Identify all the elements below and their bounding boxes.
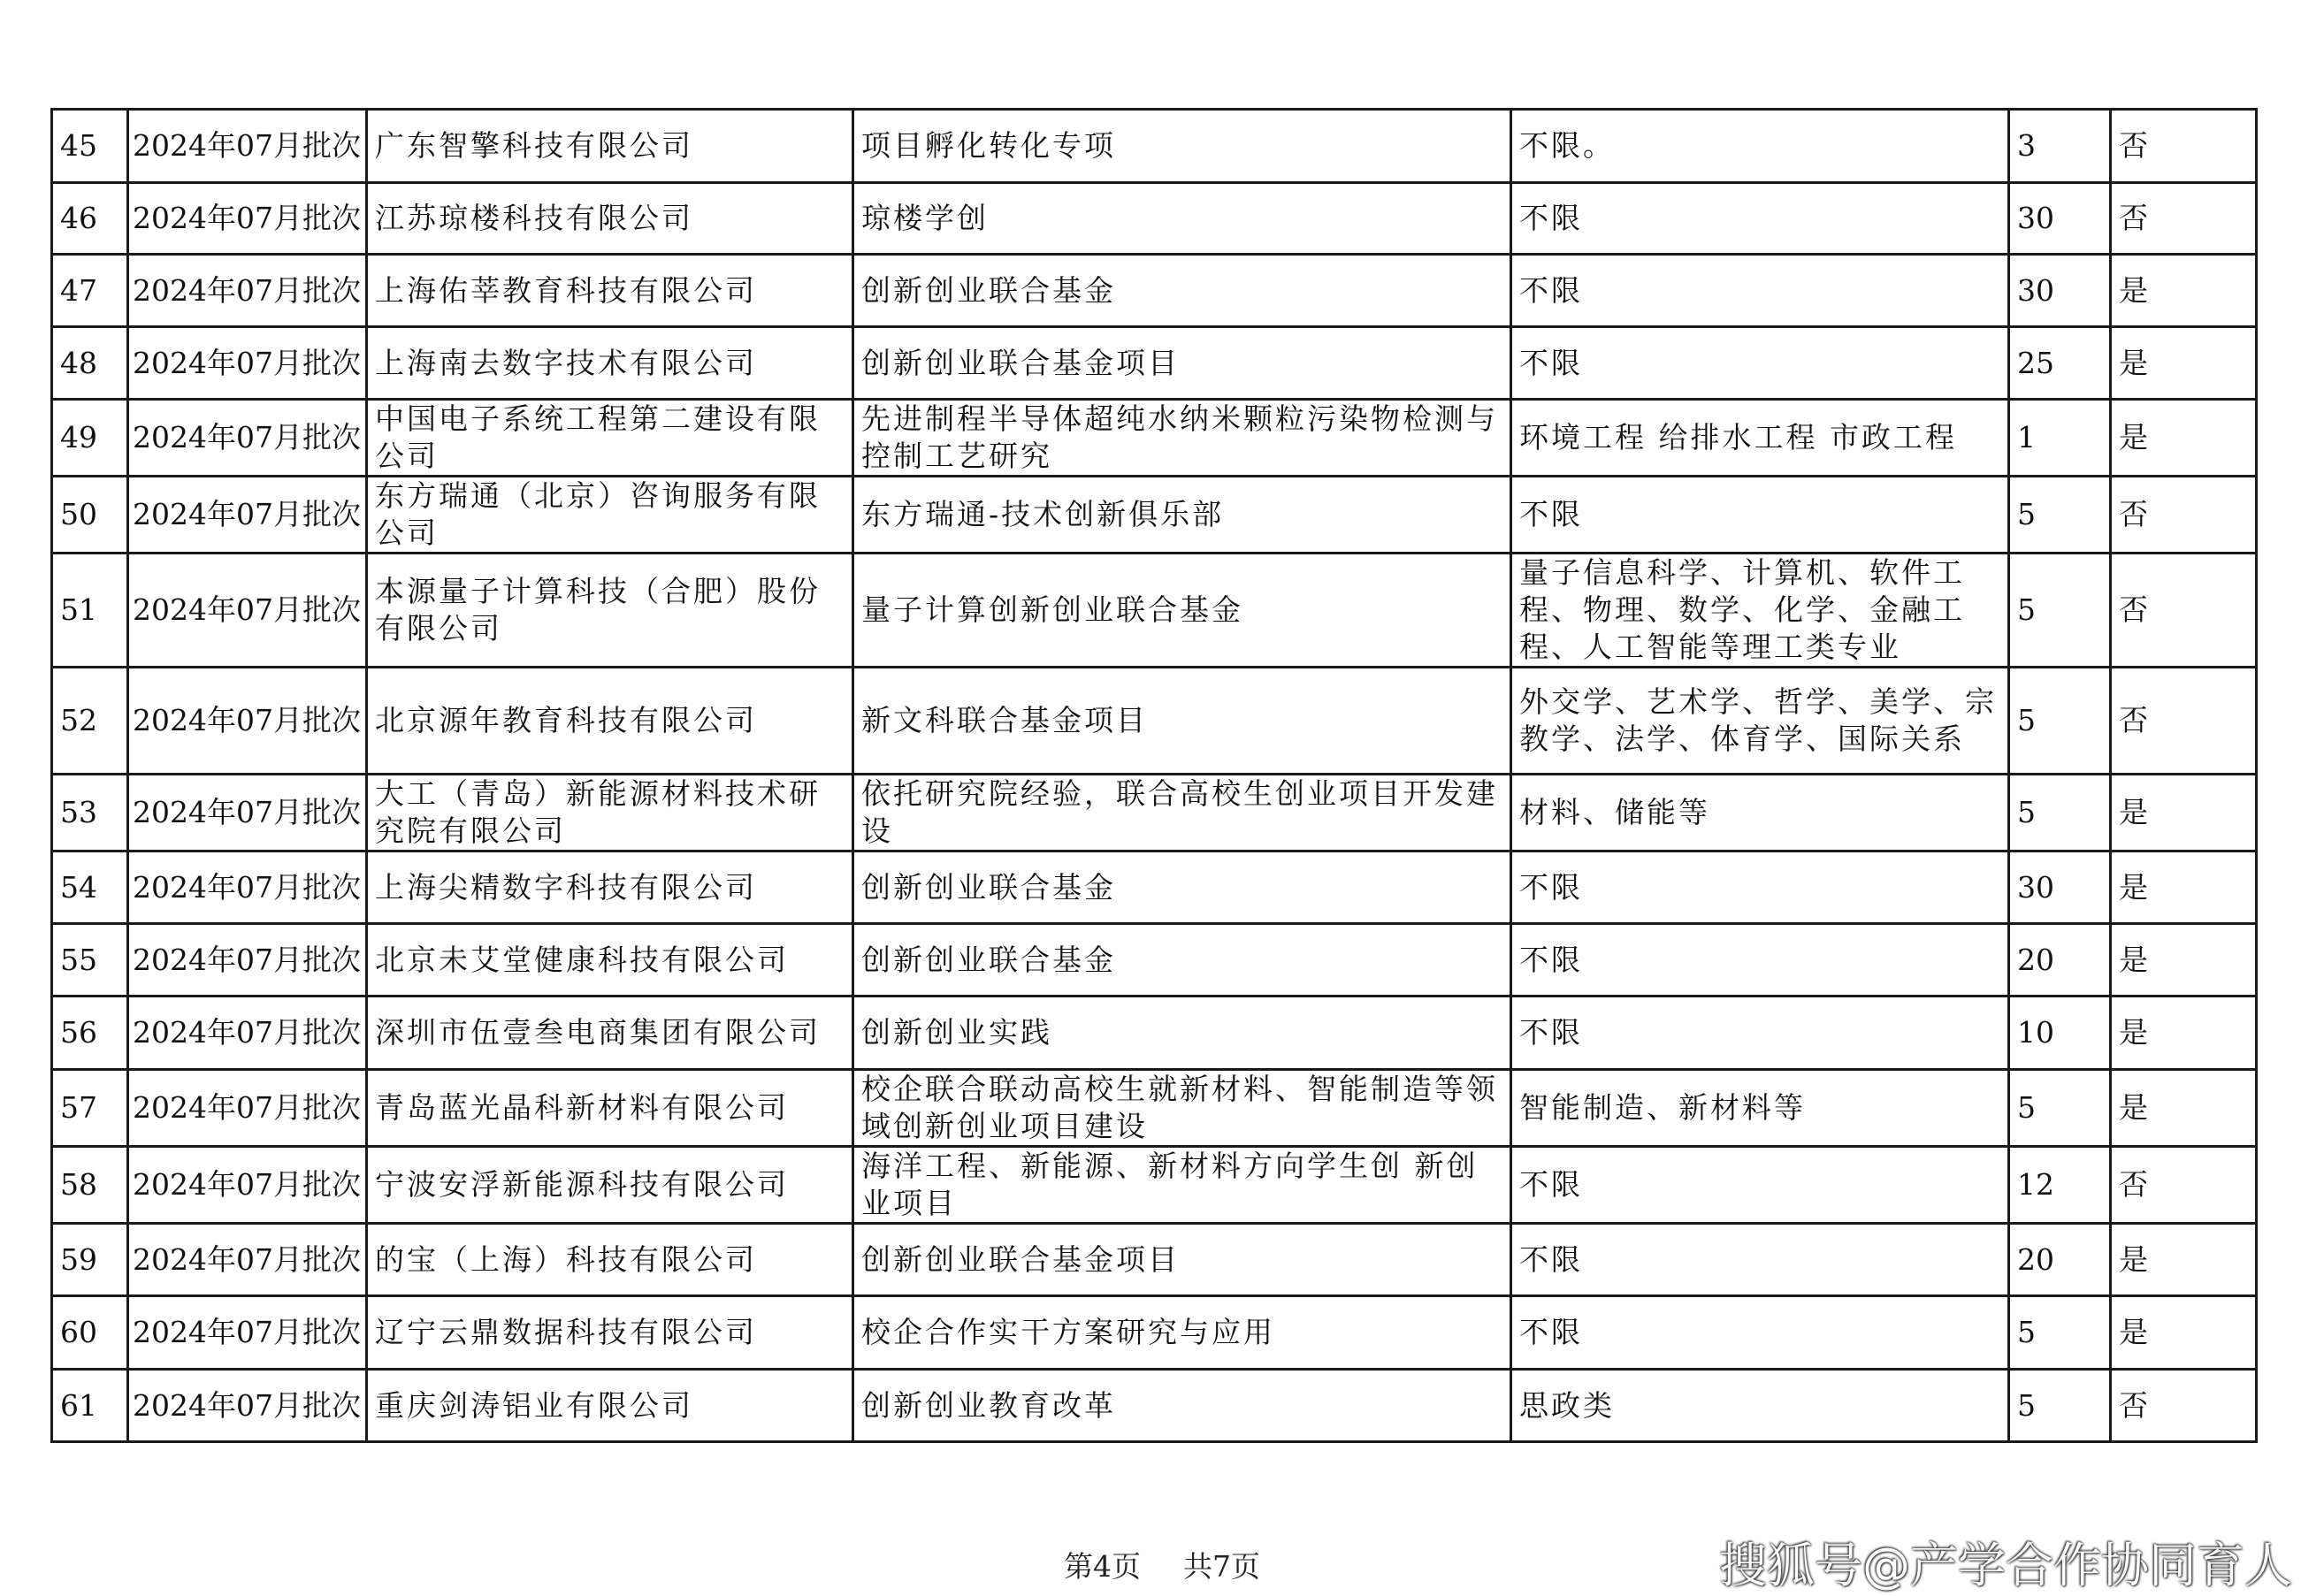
row-number: 48 — [52, 327, 128, 400]
row-number: 52 — [52, 668, 128, 775]
count-cell: 3 — [2009, 110, 2111, 183]
project-cell: 校企联合联动高校生就新材料、智能制造等领域创新创业项目建设 — [853, 1070, 1511, 1147]
project-cell: 创新创业实践 — [853, 997, 1511, 1070]
major-cell: 材料、储能等 — [1511, 775, 2009, 851]
batch-cell: 2024年07月批次 — [128, 1224, 367, 1296]
company-cell: 上海尖精数字科技有限公司 — [367, 851, 853, 924]
company-cell: 中国电子系统工程第二建设有限公司 — [367, 400, 853, 477]
major-cell: 不限 — [1511, 924, 2009, 997]
flag-cell: 否 — [2111, 1147, 2257, 1224]
row-number: 55 — [52, 924, 128, 997]
flag-cell: 是 — [2111, 1224, 2257, 1296]
project-cell: 创新创业联合基金项目 — [853, 1224, 1511, 1296]
project-cell: 新文科联合基金项目 — [853, 668, 1511, 775]
row-number: 49 — [52, 400, 128, 477]
major-cell: 思政类 — [1511, 1370, 2009, 1442]
table-row — [52, 1147, 2257, 1224]
batch-cell: 2024年07月批次 — [128, 110, 367, 183]
major-cell: 不限 — [1511, 327, 2009, 400]
count-cell: 10 — [2009, 997, 2111, 1070]
project-cell: 创新创业联合基金 — [853, 924, 1511, 997]
company-cell: 江苏琼楼科技有限公司 — [367, 183, 853, 255]
flag-cell: 是 — [2111, 775, 2257, 851]
count-cell: 30 — [2009, 255, 2111, 327]
row-number: 54 — [52, 851, 128, 924]
table-row — [52, 554, 2257, 668]
table-row — [52, 1224, 2257, 1296]
flag-cell: 是 — [2111, 997, 2257, 1070]
major-cell: 不限 — [1511, 1296, 2009, 1370]
flag-cell: 是 — [2111, 851, 2257, 924]
company-cell: 北京未艾堂健康科技有限公司 — [367, 924, 853, 997]
company-cell: 广东智擎科技有限公司 — [367, 110, 853, 183]
row-number: 60 — [52, 1296, 128, 1370]
company-cell: 青岛蓝光晶科新材料有限公司 — [367, 1070, 853, 1147]
count-cell: 5 — [2009, 554, 2111, 668]
major-cell: 不限 — [1511, 255, 2009, 327]
table-row — [52, 477, 2257, 554]
major-cell: 环境工程 给排水工程 市政工程 — [1511, 400, 2009, 477]
company-cell: 大工（青岛）新能源材料技术研究院有限公司 — [367, 775, 853, 851]
project-cell: 创新创业联合基金 — [853, 851, 1511, 924]
row-number: 53 — [52, 775, 128, 851]
project-cell: 海洋工程、新能源、新材料方向学生创 新创业项目 — [853, 1147, 1511, 1224]
batch-cell: 2024年07月批次 — [128, 400, 367, 477]
table-row — [52, 668, 2257, 775]
project-cell: 创新创业教育改革 — [853, 1370, 1511, 1442]
project-cell: 先进制程半导体超纯水纳米颗粒污染物检测与控制工艺研究 — [853, 400, 1511, 477]
count-cell: 5 — [2009, 1070, 2111, 1147]
page-total: 共7页 — [1183, 1549, 1260, 1584]
project-cell: 创新创业联合基金项目 — [853, 327, 1511, 400]
batch-cell: 2024年07月批次 — [128, 1296, 367, 1370]
table-row — [52, 1296, 2257, 1370]
batch-cell: 2024年07月批次 — [128, 1370, 367, 1442]
major-cell: 不限 — [1511, 997, 2009, 1070]
table-row — [52, 255, 2257, 327]
project-cell: 琼楼学创 — [853, 183, 1511, 255]
batch-cell: 2024年07月批次 — [128, 183, 367, 255]
company-cell: 重庆剑涛铝业有限公司 — [367, 1370, 853, 1442]
count-cell: 5 — [2009, 1296, 2111, 1370]
major-cell: 智能制造、新材料等 — [1511, 1070, 2009, 1147]
major-cell: 不限 — [1511, 851, 2009, 924]
major-cell: 量子信息科学、计算机、软件工程、物理、数学、化学、金融工程、人工智能等理工类专业 — [1511, 554, 2009, 668]
count-cell: 5 — [2009, 1370, 2111, 1442]
count-cell: 5 — [2009, 668, 2111, 775]
count-cell: 5 — [2009, 775, 2111, 851]
project-cell: 量子计算创新创业联合基金 — [853, 554, 1511, 668]
flag-cell: 是 — [2111, 327, 2257, 400]
table-row — [52, 110, 2257, 183]
row-number: 58 — [52, 1147, 128, 1224]
major-cell: 不限 — [1511, 183, 2009, 255]
row-number: 56 — [52, 997, 128, 1070]
project-cell: 校企合作实干方案研究与应用 — [853, 1296, 1511, 1370]
major-cell: 不限 — [1511, 1224, 2009, 1296]
row-number: 51 — [52, 554, 128, 668]
table-row — [52, 851, 2257, 924]
table-row — [52, 1370, 2257, 1442]
row-number: 50 — [52, 477, 128, 554]
flag-cell: 否 — [2111, 110, 2257, 183]
company-cell: 上海佑莘教育科技有限公司 — [367, 255, 853, 327]
table-row — [52, 183, 2257, 255]
batch-cell: 2024年07月批次 — [128, 997, 367, 1070]
count-cell: 30 — [2009, 183, 2111, 255]
count-cell: 5 — [2009, 477, 2111, 554]
table-row — [52, 775, 2257, 851]
count-cell: 30 — [2009, 851, 2111, 924]
row-number: 59 — [52, 1224, 128, 1296]
batch-cell: 2024年07月批次 — [128, 851, 367, 924]
company-cell: 宁波安浮新能源科技有限公司 — [367, 1147, 853, 1224]
count-cell: 20 — [2009, 1224, 2111, 1296]
batch-cell: 2024年07月批次 — [128, 1147, 367, 1224]
batch-cell: 2024年07月批次 — [128, 924, 367, 997]
company-cell: 东方瑞通（北京）咨询服务有限公司 — [367, 477, 853, 554]
flag-cell: 是 — [2111, 255, 2257, 327]
count-cell: 12 — [2009, 1147, 2111, 1224]
count-cell: 25 — [2009, 327, 2111, 400]
project-cell: 东方瑞通-技术创新俱乐部 — [853, 477, 1511, 554]
project-cell: 项目孵化转化专项 — [853, 110, 1511, 183]
project-cell: 创新创业联合基金 — [853, 255, 1511, 327]
company-cell: 本源量子计算科技（合肥）股份有限公司 — [367, 554, 853, 668]
batch-cell: 2024年07月批次 — [128, 477, 367, 554]
table-row — [52, 1070, 2257, 1147]
company-cell: 的宝（上海）科技有限公司 — [367, 1224, 853, 1296]
batch-cell: 2024年07月批次 — [128, 255, 367, 327]
flag-cell: 是 — [2111, 1070, 2257, 1147]
table-row — [52, 997, 2257, 1070]
company-cell: 北京源年教育科技有限公司 — [367, 668, 853, 775]
flag-cell: 是 — [2111, 400, 2257, 477]
major-cell: 不限。 — [1511, 110, 2009, 183]
project-table — [50, 108, 2258, 1443]
flag-cell: 否 — [2111, 477, 2257, 554]
flag-cell: 否 — [2111, 668, 2257, 775]
row-number: 46 — [52, 183, 128, 255]
batch-cell: 2024年07月批次 — [128, 668, 367, 775]
batch-cell: 2024年07月批次 — [128, 775, 367, 851]
page-number: 第4页 — [1064, 1549, 1141, 1584]
watermark: 搜狐号@产学合作协同育人 — [1719, 1538, 2292, 1593]
company-cell: 深圳市伍壹叁电商集团有限公司 — [367, 997, 853, 1070]
flag-cell: 否 — [2111, 183, 2257, 255]
table-row — [52, 400, 2257, 477]
project-cell: 依托研究院经验，联合高校生创业项目开发建设 — [853, 775, 1511, 851]
major-cell: 不限 — [1511, 477, 2009, 554]
company-cell: 上海南去数字技术有限公司 — [367, 327, 853, 400]
company-cell: 辽宁云鼎数据科技有限公司 — [367, 1296, 853, 1370]
batch-cell: 2024年07月批次 — [128, 327, 367, 400]
count-cell: 1 — [2009, 400, 2111, 477]
row-number: 57 — [52, 1070, 128, 1147]
major-cell: 不限 — [1511, 1147, 2009, 1224]
row-number: 45 — [52, 110, 128, 183]
table-row — [52, 327, 2257, 400]
major-cell: 外交学、艺术学、哲学、美学、宗教学、法学、体育学、国际关系 — [1511, 668, 2009, 775]
batch-cell: 2024年07月批次 — [128, 1070, 367, 1147]
flag-cell: 是 — [2111, 1296, 2257, 1370]
batch-cell: 2024年07月批次 — [128, 554, 367, 668]
row-number: 61 — [52, 1370, 128, 1442]
flag-cell: 是 — [2111, 924, 2257, 997]
table-row — [52, 924, 2257, 997]
flag-cell: 否 — [2111, 554, 2257, 668]
row-number: 47 — [52, 255, 128, 327]
flag-cell: 否 — [2111, 1370, 2257, 1442]
count-cell: 20 — [2009, 924, 2111, 997]
